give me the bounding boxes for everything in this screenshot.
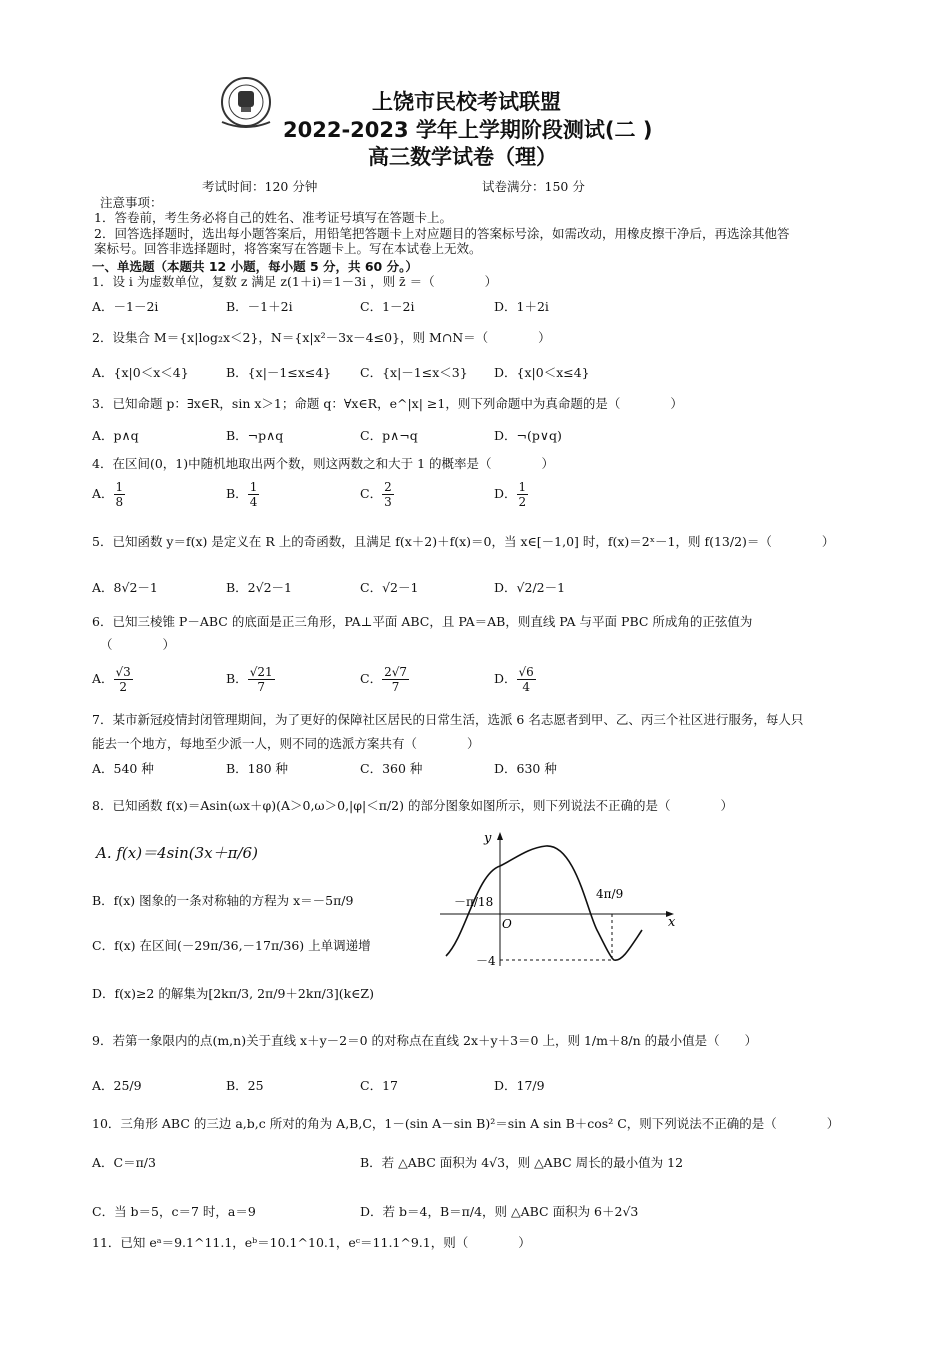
title-term: 2022-2023 学年上学期阶段测试(二 ) — [283, 118, 653, 142]
q3-option-b: B．¬p∧q — [226, 428, 284, 443]
q8-option-c: C．f(x) 在区间(－29π/36,－17π/36) 上单调递增 — [92, 938, 371, 953]
q6-paren: （ ） — [100, 637, 176, 652]
q2-option-a: A．{x|0＜x＜4} — [92, 365, 189, 380]
q4-c-frac: $\frac{2}{3}$ — [384, 480, 392, 509]
title-subject: 高三数学试卷（理） — [368, 145, 557, 169]
q6-b-frac: $\frac{√21}{7}$ — [249, 665, 273, 694]
q1-option-d: D．1＋2i — [494, 299, 549, 314]
q8-stem: 8．已知函数 f(x)＝Asin(ωx＋φ)(A＞0,ω＞0,|φ|＜π/2) 的部分图象如图所示，则下列说法不正确的是（ ） — [92, 798, 733, 813]
q6-option-a: A． $\frac{√3}{2}$ — [92, 665, 131, 694]
q2-option-d: D．{x|0＜x≤4} — [494, 365, 590, 380]
graph-neg-x-label: －π/18 — [454, 895, 494, 909]
q7-stem-1: 7．某市新冠疫情封闭管理期间，为了更好的保障社区居民的日常生活，选派 6 名志愿者到甲、乙、丙三个社区进行服务，每人只 — [92, 712, 804, 727]
q6-option-d: D． $\frac{√6}{4}$ — [494, 665, 534, 694]
section-title: 一、单选题（本题共 12 小题，每小题 5 分，共 60 分。） — [92, 259, 418, 274]
q3-stem: 3．已知命题 p：∃x∈R，sin x＞1；命题 q：∀x∈R，e^|x| ≥1，则下列命题中为真命题的是（ ） — [92, 396, 683, 411]
q10-option-b: B．若 △ABC 面积为 4√3，则 △ABC 周长的最小值为 12 — [360, 1155, 684, 1170]
q4-option-a: A． $\frac{1}{8}$ — [92, 480, 124, 509]
graph-y-axis-label: y — [484, 831, 492, 846]
notice-item-2b: 案标号。回答非选择题时，将答案写在答题卡上。写在本试卷上无效。 — [94, 241, 482, 256]
q6-option-b: B． $\frac{√21}{7}$ — [226, 665, 273, 694]
q9-stem: 9．若第一象限内的点(m,n)关于直线 x＋y－2＝0 的对称点在直线 2x＋y＋3＝0 上，则 1/m＋8/n 的最小值是（ ） — [92, 1033, 758, 1048]
q1-option-b: B．－1＋2i — [226, 299, 293, 314]
q3-option-c: C．p∧¬q — [360, 428, 418, 443]
q4-option-c: C． $\frac{2}{3}$ — [360, 480, 392, 509]
q7-stem-2: 能去一个地方，每地至少派一人，则不同的选派方案共有（ ） — [92, 736, 480, 751]
q5-stem: 5．已知函数 y＝f(x) 是定义在 R 上的奇函数，且满足 f(x＋2)＋f(x)＝0，当 x∈[－1,0] 时，f(x)＝2ˣ－1，则 f(13/2)＝（ ） — [92, 534, 835, 549]
q6-c-frac: $\frac{2√7}{7}$ — [384, 665, 407, 694]
title-school: 上饶市民校考试联盟 — [372, 90, 561, 114]
q4-b-frac: $\frac{1}{4}$ — [249, 480, 258, 509]
graph-min-y-label: －4 — [476, 954, 496, 968]
q4-stem: 4．在区间(0，1)中随机地取出两个数，则这两数之和大于 1 的概率是（ ） — [92, 456, 555, 471]
q11-stem: 11．已知 eᵃ＝9.1^11.1，eᵇ＝10.1^10.1，eᶜ＝11.1^9.1，则（ ） — [92, 1235, 531, 1250]
q8-option-b: B．f(x) 图象的一条对称轴的方程为 x＝－5π/9 — [92, 893, 354, 908]
q7-option-a: A．540 种 — [92, 761, 154, 776]
q1-option-a: A．－1－2i — [92, 299, 159, 314]
q10-option-d: D．若 b＝4，B＝π/4，则 △ABC 面积为 6＋2√3 — [360, 1204, 639, 1219]
q10-option-c: C．当 b＝5，c＝7 时，a＝9 — [92, 1204, 256, 1219]
graph-origin-label: O — [502, 917, 512, 931]
q3-option-a: A．p∧q — [92, 428, 139, 443]
q5-option-d: D．√2/2－1 — [494, 580, 566, 595]
q8-option-a: A. f(x)＝4sin(3x＋π/6) — [96, 844, 258, 862]
q8-option-d: D．f(x)≥2 的解集为[2kπ/3, 2π/9＋2kπ/3](k∈Z) — [92, 986, 374, 1001]
q8-function-graph — [436, 826, 682, 972]
notice-item-1: 1．答卷前，考生务必将自己的姓名、准考证号填写在答题卡上。 — [94, 210, 452, 225]
q1-option-c: C．1－2i — [360, 299, 415, 314]
q5-option-b: B．2√2－1 — [226, 580, 293, 595]
q10-stem: 10．三角形 ABC 的三边 a,b,c 所对的角为 A,B,C，1－(sin A－sin B)²＝sin A sin B＋cos² C，则下列说法不正确的是（ ） — [92, 1116, 840, 1131]
q9-option-b: B．25 — [226, 1078, 264, 1093]
exam-time: 考试时间：120 分钟 — [202, 179, 318, 194]
graph-pos-x-label: 4π/9 — [596, 887, 624, 901]
q7-option-b: B．180 种 — [226, 761, 289, 776]
q9-option-a: A．25/9 — [92, 1078, 142, 1093]
q6-stem: 6．已知三棱锥 P－ABC 的底面是正三角形，PA⊥平面 ABC，且 PA＝AB，则直线 PA 与平面 PBC 所成角的正弦值为 — [92, 614, 753, 629]
q1-stem: 1．设 i 为虚数单位，复数 z 满足 z(1＋i)＝1－3i ，则 z̄ ＝（ ） — [92, 274, 498, 289]
school-logo — [214, 76, 278, 132]
q4-a-frac: $\frac{1}{8}$ — [115, 480, 124, 509]
q5-option-a: A．8√2－1 — [92, 580, 158, 595]
q7-option-c: C．360 种 — [360, 761, 423, 776]
q10-option-a: A．C＝π/3 — [92, 1155, 156, 1170]
q7-option-d: D．630 种 — [494, 761, 557, 776]
q4-option-b: B． $\frac{1}{4}$ — [226, 480, 258, 509]
q4-option-d: D． $\frac{1}{2}$ — [494, 480, 527, 509]
graph-x-axis-label: x — [668, 915, 676, 930]
full-score: 试卷满分：150 分 — [482, 179, 585, 194]
q4-d-frac: $\frac{1}{2}$ — [518, 480, 527, 509]
q9-option-d: D．17/9 — [494, 1078, 545, 1093]
q6-d-frac: $\frac{√6}{4}$ — [518, 665, 534, 694]
notice-item-2a: 2．回答选择题时，选出每小题答案后，用铅笔把答题卡上对应题目的答案标号涂，如需改动，用橡皮擦干净后，再选涂其他答 — [94, 226, 790, 241]
notice-title: 注意事项： — [100, 195, 163, 210]
q5-option-c: C．√2－1 — [360, 580, 419, 595]
q2-stem: 2．设集合 M＝{x|log₂x＜2}，N＝{x|x²－3x－4≤0}，则 M∩N＝（ ） — [92, 330, 551, 345]
q6-a-frac: $\frac{√3}{2}$ — [115, 665, 131, 694]
q2-option-c: C．{x|－1≤x＜3} — [360, 365, 468, 380]
q9-option-c: C．17 — [360, 1078, 398, 1093]
q6-option-c: C． $\frac{2√7}{7}$ — [360, 665, 407, 694]
q2-option-b: B．{x|－1≤x≤4} — [226, 365, 332, 380]
q3-option-d: D．¬(p∨q) — [494, 428, 562, 443]
